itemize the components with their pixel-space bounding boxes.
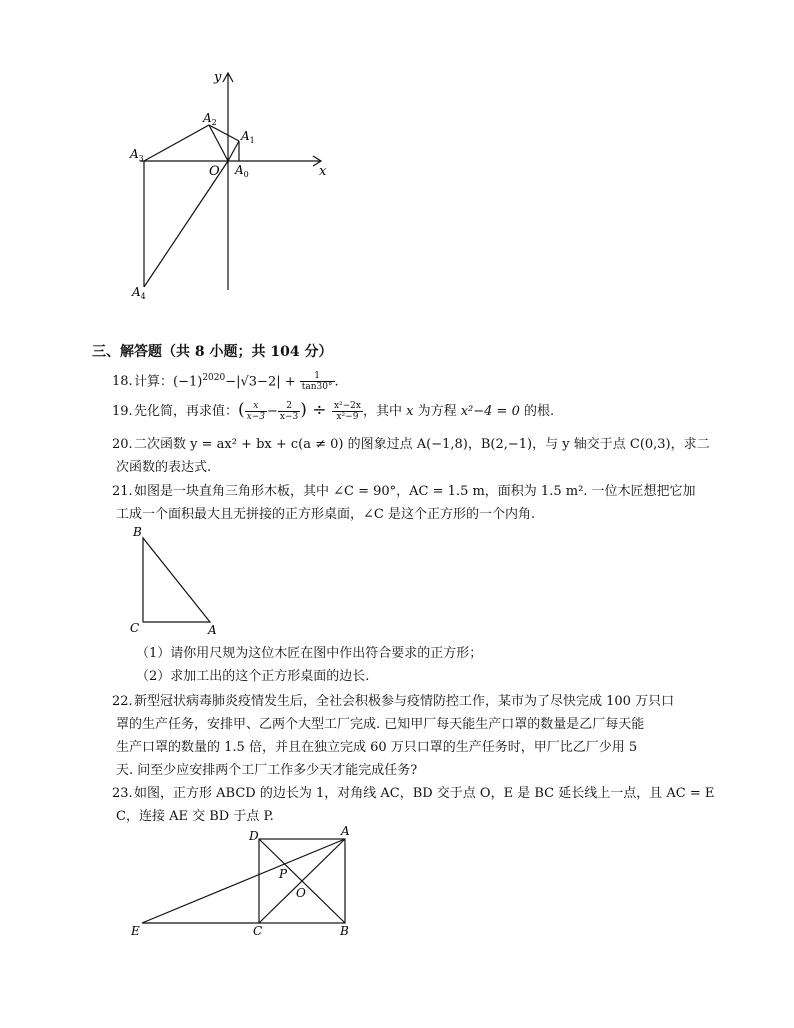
question-22-line-3: 生产口罩的数量的 1.5 倍，并且在独立完成 60 万只口罩的生产任务时，甲厂比乙厂少用 5 (116, 740, 638, 755)
question-19: 19.先化简，再求值：( $\frac{x}{x-3}$ − $\frac{2}{x-3}$ ) ÷ $\frac{\text{x²−2x}}{\text{x²−9}}$ ，其中 x 为方程 x²−4 = 0 的根. (112, 400, 555, 422)
label-o: O (296, 886, 306, 900)
segment-o-a1 (228, 141, 239, 161)
question-number: 21. (112, 484, 133, 499)
question-22-line-2: 罩的生产任务，安排甲、乙两个大型工厂完成. 已知甲厂每天能生产口罩的数量是乙厂每天能 (116, 717, 645, 732)
label-a4: $A_4$ (132, 285, 146, 301)
fraction: $\frac{2}{x-3}$ (279, 401, 299, 422)
question-21: 21.如图是一块直角三角形木板，其中 ∠C = 90°，AC = 1.5 m，面积为 1.5 m². 一位木匠想把它加 (112, 480, 696, 503)
label-a: A (341, 824, 350, 838)
question-20: 20.二次函数 y = ax² + bx + c(a ≠ 0) 的图象过点 A(−1,8)，B(2,−1)，与 y 轴交于点 C(0,3)，求二 (112, 433, 710, 456)
question-21-cont: 工成一个面积最大且无拼接的正方形桌面，∠C 是这个正方形的一个内角. (116, 507, 536, 522)
label-a: A (208, 623, 217, 637)
question-21-part-2: （2）求加工出的这个正方形桌面的边长. (136, 669, 370, 684)
question-number: 22. (112, 694, 133, 709)
label-a1: $A_1$ (241, 129, 255, 145)
question-23: 23.如图，正方形 ABCD 的边长为 1，对角线 AC，BD 交于点 O，E 是 BC 延长线上一点，且 AC = E (112, 782, 714, 805)
label-b: B (133, 525, 142, 539)
question-21-part-1: （1）请你用尺规为这位木匠在图中作出符合要求的正方形； (136, 646, 483, 661)
question-22-line-4: 天. 问至少应安排两个工厂工作多少天才能完成任务? (116, 763, 418, 778)
label-y: y (214, 70, 222, 85)
question-18: 18.计算：$(-1)^{2020}-|√3-2|$ + $\frac{1}{\tan 30^\circ}$ . (112, 371, 339, 393)
segment-ae (142, 839, 345, 923)
section-title: 三、解答题（共 8 小题；共 104 分） (92, 344, 333, 360)
fraction: $\frac{x}{x-3}$ (246, 401, 265, 422)
question-number: 23. (112, 786, 133, 801)
question-number: 18. (112, 374, 133, 390)
question-number: 19. (112, 404, 133, 419)
label-origin: O (209, 164, 220, 179)
segment-a2-a3 (144, 125, 209, 161)
label-c: C (130, 621, 140, 635)
question-20-cont: 次函数的表达式. (116, 460, 212, 475)
question-22: 22.新型冠状病毒肺炎疫情发生后，全社会积极参与疫情防控工作，某市为了尽快完成 100 万只口 (112, 690, 674, 713)
fraction: $\frac{1}{\tan 30^\circ}$ (301, 371, 333, 393)
label-b: B (340, 924, 349, 938)
label-p: P (279, 867, 288, 881)
triangle-abc (143, 538, 210, 622)
label-c: C (253, 924, 263, 938)
label-d: D (249, 829, 259, 843)
fraction: $\frac{\text{x²−2x}}{\text{x²−9}}$ (333, 401, 361, 422)
figure-right-triangle (126, 522, 226, 638)
figure-coordinate-spiral (120, 68, 340, 308)
segment-a4-o (144, 161, 228, 287)
label-x: x (319, 164, 327, 179)
label-a0: $A_0$ (235, 163, 249, 179)
label-a3: $A_3$ (130, 147, 144, 163)
label-a2: $A_2$ (203, 111, 217, 127)
question-number: 20. (112, 437, 133, 452)
label-e: E (131, 924, 140, 938)
question-23-cont: C，连接 AE 交 BD 于点 P. (116, 809, 274, 824)
figure-square-abcd (126, 822, 366, 942)
